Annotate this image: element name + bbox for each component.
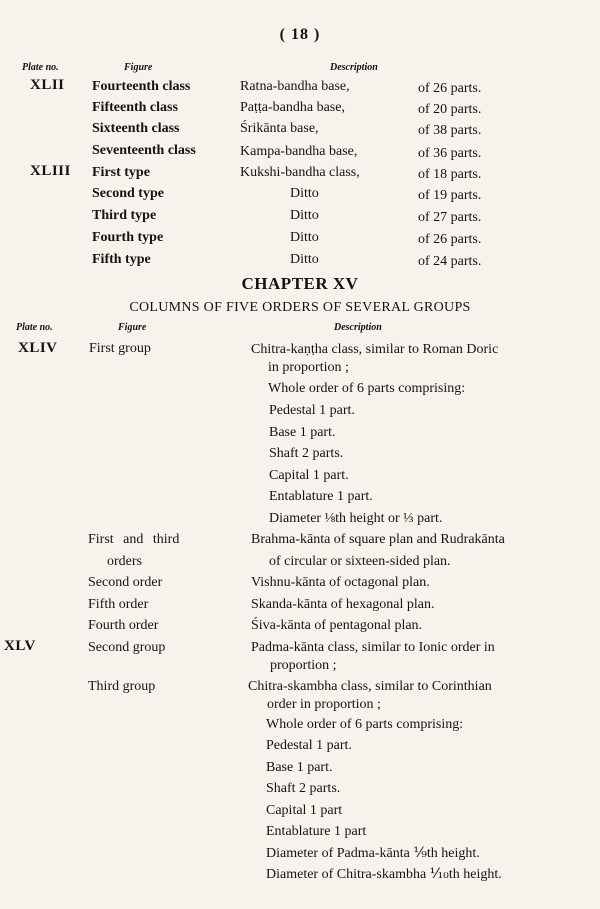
table2-description: Diameter of Padma-kānta ⅑th height. — [266, 846, 480, 861]
table2-header-description: Description — [334, 322, 382, 333]
table2-description: Shaft 2 parts. — [266, 781, 341, 796]
table2-figure: orders — [107, 554, 142, 569]
table1-row-figure: Fifth type — [92, 252, 151, 267]
table2-description: Pedestal 1 part. — [269, 403, 355, 418]
table2-figure: Second group — [88, 640, 166, 655]
table2-figure: Second order — [88, 575, 163, 590]
table1-row-parts: of 24 parts. — [418, 254, 482, 269]
table2-figure: First group — [89, 341, 151, 356]
table2-description: Chitra-kaṇṭha class, similar to Roman Doric — [251, 342, 499, 357]
table2-description: Whole order of 6 parts comprising: — [266, 717, 464, 732]
table1-row-figure: Seventeenth class — [92, 143, 196, 158]
table2-description: Entablature 1 part — [266, 824, 367, 839]
table2-description: Skanda-kānta of hexagonal plan. — [251, 597, 435, 612]
table1-row-parts: of 38 parts. — [418, 123, 482, 138]
table2-description: Brahma-kānta of square plan and Rudrakānta — [251, 532, 505, 547]
table1-row-parts: of 19 parts. — [418, 188, 482, 203]
table2-header-plate: Plate no. — [16, 322, 53, 333]
table2-description: Whole order of 6 parts comprising: — [268, 381, 466, 396]
table1-row-parts: of 26 parts. — [418, 81, 482, 96]
table2-figure: Fourth order — [88, 618, 159, 633]
table1-row-parts: of 26 parts. — [418, 232, 482, 247]
table1-row-description: Kampa-bandha base, — [240, 144, 358, 159]
table1-row-figure: Fourth type — [92, 230, 164, 245]
table1-row-figure: Sixteenth class — [92, 121, 180, 136]
page-number: ( 18 ) — [279, 26, 321, 43]
table1-row-figure: Third type — [92, 208, 157, 223]
table2-description: Base 1 part. — [269, 425, 336, 440]
table2-description: Diameter of Chitra-skambha ⅒th height. — [266, 867, 502, 882]
table1-row-plate: XLIII — [30, 163, 71, 179]
table2-description: Base 1 part. — [266, 760, 333, 775]
chapter-title: CHAPTER XV — [241, 274, 359, 293]
table2-description: Śiva-kānta of pentagonal plan. — [251, 618, 423, 633]
table2-figure: First and third — [88, 532, 180, 547]
table1-row-parts: of 18 parts. — [418, 167, 482, 182]
table1-row-figure: Fifteenth class — [92, 100, 178, 115]
table1-header-figure: Figure — [124, 62, 153, 73]
table1-header-description: Description — [330, 62, 378, 73]
table1-row-figure: Second type — [92, 186, 164, 201]
table1-row-description: Ratna-bandha base, — [240, 79, 350, 94]
table2-description: proportion ; — [270, 658, 337, 673]
table2-description: Padma-kānta class, similar to Ionic order in — [251, 640, 495, 655]
table1-row-parts: of 20 parts. — [418, 102, 482, 117]
table2-plate: XLV — [4, 638, 36, 654]
table2-figure: Third group — [88, 679, 156, 694]
table1-row-description: Paṭṭa-bandha base, — [240, 100, 345, 115]
table1-row-parts: of 36 parts. — [418, 146, 482, 161]
table2-description: Capital 1 part — [266, 803, 343, 818]
table1-row-description: Ditto — [290, 230, 319, 245]
table1-row-figure: Fourteenth class — [92, 79, 191, 94]
table2-header-figure: Figure — [118, 322, 147, 333]
table2-description: Shaft 2 parts. — [269, 446, 344, 461]
table2-description: Capital 1 part. — [269, 468, 349, 483]
table1-row-parts: of 27 parts. — [418, 210, 482, 225]
table2-description: Chitra-skambha class, similar to Corinthian — [248, 679, 492, 694]
table2-figure: Fifth order — [88, 597, 149, 612]
chapter-subtitle: COLUMNS OF FIVE ORDERS OF SEVERAL GROUPS — [129, 300, 471, 315]
table1-row-figure: First type — [92, 165, 150, 180]
table1-row-plate: XLII — [30, 77, 65, 93]
table2-description: of circular or sixteen-sided plan. — [269, 554, 451, 569]
table1-row-description: Kukshi-bandha class, — [240, 165, 360, 180]
table2-plate: XLIV — [18, 340, 58, 356]
table1-row-description: Ditto — [290, 186, 319, 201]
table1-row-description: Śrikānta base, — [240, 121, 319, 136]
table1-row-description: Ditto — [290, 252, 319, 267]
table2-description: Diameter ⅛th height or ⅓ part. — [269, 511, 443, 526]
table1-header-plate: Plate no. — [22, 62, 59, 73]
table2-description: Pedestal 1 part. — [266, 738, 352, 753]
table2-description: Entablature 1 part. — [269, 489, 373, 504]
table2-description: order in proportion ; — [267, 697, 381, 712]
table1-row-description: Ditto — [290, 208, 319, 223]
table2-description: Vishnu-kānta of octagonal plan. — [251, 575, 430, 590]
table2-description: in proportion ; — [268, 360, 349, 375]
